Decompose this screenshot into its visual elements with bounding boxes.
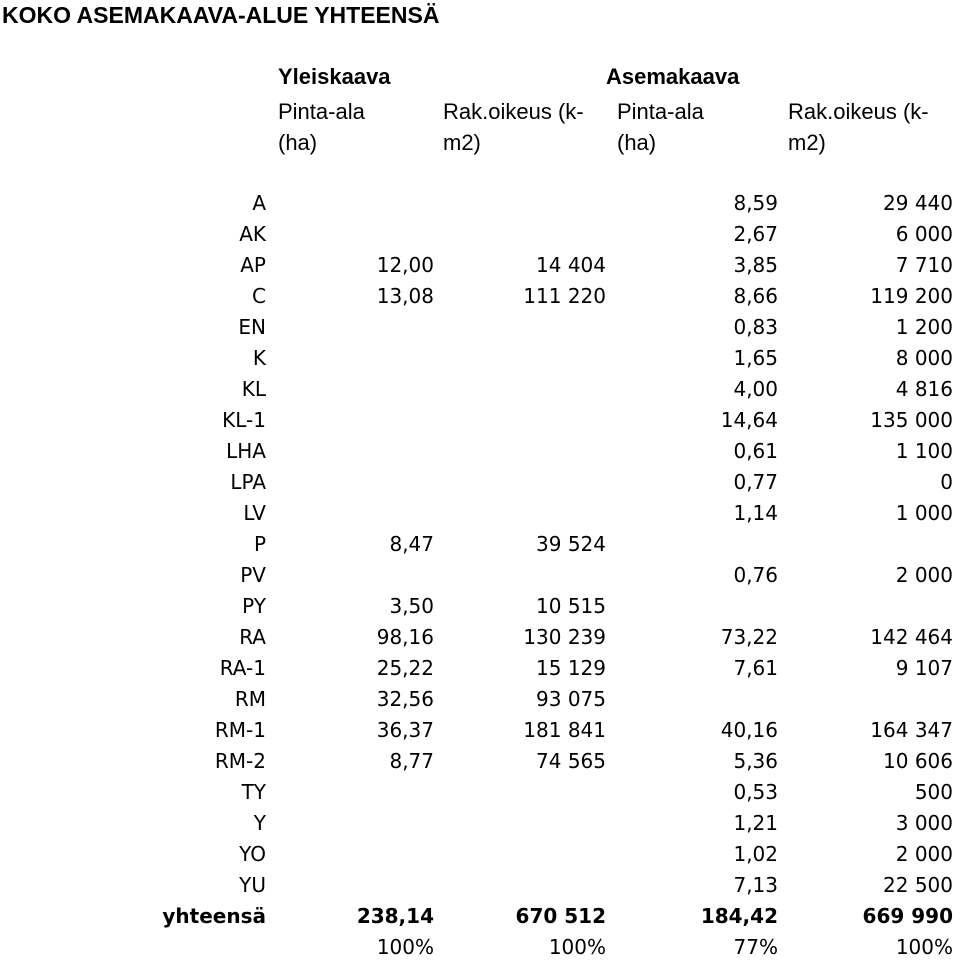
table-row: [0, 281, 960, 312]
yleiskaava-rights-cell: 10 515: [536, 594, 606, 618]
column-header-line: Rak.oikeus (k-: [788, 99, 929, 124]
row-code: PY: [242, 594, 266, 618]
yleiskaava-area-cell: 13,08: [376, 284, 434, 308]
asemakaava-rights-cell: 2 000: [895, 842, 953, 866]
row-code: Y: [253, 811, 266, 835]
row-code: AP: [240, 253, 266, 277]
yleiskaava-area-cell: 238,14: [356, 904, 434, 928]
asemakaava-rights-cell: 8 000: [895, 346, 953, 370]
asemakaava-rights-cell: 2 000: [895, 563, 953, 587]
row-code: RM-2: [214, 749, 266, 773]
yleiskaava-area-cell: 8,47: [389, 532, 434, 556]
asemakaava-area-cell: 0,53: [733, 780, 778, 804]
asemakaava-rights-cell: 119 200: [870, 284, 953, 308]
table-row: [0, 870, 960, 901]
asemakaava-rights-cell: 1 000: [895, 501, 953, 525]
column-header-asemakaava-rights: [788, 96, 958, 158]
asemakaava-area-cell: 1,65: [733, 346, 778, 370]
yleiskaava-area-cell: 100%: [376, 935, 434, 959]
table-row: [0, 467, 960, 498]
row-code: LHA: [226, 439, 266, 463]
table-row: [0, 839, 960, 870]
column-header-line: m2): [443, 130, 481, 155]
asemakaava-area-cell: 0,77: [733, 470, 778, 494]
asemakaava-rights-cell: 1 200: [895, 315, 953, 339]
yleiskaava-rights-cell: 670 512: [515, 904, 606, 928]
asemakaava-rights-cell: 135 000: [870, 408, 953, 432]
asemakaava-area-cell: 1,21: [733, 811, 778, 835]
table-row: [0, 622, 960, 653]
asemakaava-rights-cell: 500: [914, 780, 953, 804]
row-code: LPA: [230, 470, 266, 494]
table-row: [0, 684, 960, 715]
yleiskaava-rights-cell: 181 841: [523, 718, 606, 742]
total-row: [0, 901, 960, 932]
asemakaava-rights-cell: 669 990: [862, 904, 953, 928]
asemakaava-rights-cell: 4 816: [895, 377, 953, 401]
asemakaava-area-cell: 14,64: [720, 408, 778, 432]
row-code: KL-1: [222, 408, 266, 432]
yleiskaava-rights-cell: 111 220: [523, 284, 606, 308]
yleiskaava-area-cell: 98,16: [376, 625, 434, 649]
row-code: YO: [239, 842, 266, 866]
table-row: [0, 653, 960, 684]
asemakaava-area-cell: 7,13: [733, 873, 778, 897]
percent-row: [0, 932, 960, 963]
yleiskaava-area-cell: 12,00: [376, 253, 434, 277]
yleiskaava-area-cell: 3,50: [389, 594, 434, 618]
data-table: [0, 188, 960, 963]
table-row: [0, 250, 960, 281]
asemakaava-rights-cell: 6 000: [895, 222, 953, 246]
asemakaava-rights-cell: 0: [940, 470, 953, 494]
asemakaava-area-cell: 0,83: [733, 315, 778, 339]
table-row: [0, 529, 960, 560]
table-row: [0, 498, 960, 529]
yleiskaava-rights-cell: 14 404: [536, 253, 606, 277]
row-code: PV: [240, 563, 266, 587]
asemakaava-area-cell: 2,67: [733, 222, 778, 246]
yleiskaava-rights-cell: 15 129: [536, 656, 606, 680]
asemakaava-area-cell: 4,00: [733, 377, 778, 401]
asemakaava-area-cell: 3,85: [733, 253, 778, 277]
row-code: KL: [241, 377, 266, 401]
asemakaava-area-cell: 77%: [733, 935, 778, 959]
row-code: YU: [239, 873, 266, 897]
yleiskaava-rights-cell: 100%: [548, 935, 606, 959]
row-code: P: [253, 532, 266, 556]
asemakaava-area-cell: 8,66: [733, 284, 778, 308]
table-row: [0, 219, 960, 250]
table-row: [0, 374, 960, 405]
asemakaava-rights-cell: 22 500: [883, 873, 953, 897]
asemakaava-rights-cell: 100%: [895, 935, 953, 959]
row-code: EN: [238, 315, 266, 339]
row-code: TY: [241, 780, 266, 804]
row-code: RM-1: [214, 718, 266, 742]
column-header-yleiskaava-area: [278, 96, 438, 158]
row-code: A: [252, 191, 266, 215]
row-code: RA-1: [219, 656, 266, 680]
table-row: [0, 436, 960, 467]
asemakaava-area-cell: 0,76: [733, 563, 778, 587]
table-row: [0, 405, 960, 436]
column-header-line: Rak.oikeus (k-: [443, 99, 584, 124]
page-title: KOKO ASEMAKAAVA-ALUE YHTEENSÄ: [2, 2, 440, 28]
table-row: [0, 312, 960, 343]
row-code: C: [252, 284, 266, 308]
table-row: [0, 188, 960, 219]
asemakaava-area-cell: 1,14: [733, 501, 778, 525]
table-row: [0, 591, 960, 622]
asemakaava-rights-cell: 142 464: [870, 625, 953, 649]
row-code: yhteensä: [162, 904, 266, 928]
group-header-asemakaava: Asemakaava: [606, 64, 740, 89]
yleiskaava-area-cell: 36,37: [376, 718, 434, 742]
yleiskaava-area-cell: 32,56: [376, 687, 434, 711]
group-header-yleiskaava: Yleiskaava: [278, 64, 391, 89]
column-header-line: (ha): [278, 130, 318, 155]
column-header-asemakaava-area: [617, 96, 783, 158]
asemakaava-rights-cell: 164 347: [870, 718, 953, 742]
asemakaava-rights-cell: 29 440: [883, 191, 953, 215]
asemakaava-rights-cell: 3 000: [895, 811, 953, 835]
asemakaava-area-cell: 184,42: [700, 904, 778, 928]
asemakaava-rights-cell: 9 107: [895, 656, 953, 680]
row-code: RM: [234, 687, 266, 711]
asemakaava-area-cell: 0,61: [733, 439, 778, 463]
table-row: [0, 715, 960, 746]
yleiskaava-rights-cell: 93 075: [536, 687, 606, 711]
table-row: [0, 560, 960, 591]
table-row: [0, 343, 960, 374]
yleiskaava-rights-cell: 74 565: [536, 749, 606, 773]
yleiskaava-rights-cell: 39 524: [536, 532, 606, 556]
column-header-line: m2): [788, 130, 826, 155]
column-header-yleiskaava-rights: [443, 96, 611, 158]
column-header-line: (ha): [617, 130, 657, 155]
column-header-line: Pinta-ala: [278, 99, 365, 124]
asemakaava-rights-cell: 10 606: [883, 749, 953, 773]
yleiskaava-area-cell: 25,22: [376, 656, 434, 680]
row-code: LV: [243, 501, 266, 525]
asemakaava-rights-cell: 7 710: [895, 253, 953, 277]
asemakaava-area-cell: 1,02: [733, 842, 778, 866]
asemakaava-area-cell: 8,59: [733, 191, 778, 215]
yleiskaava-area-cell: 8,77: [389, 749, 434, 773]
asemakaava-area-cell: 40,16: [720, 718, 778, 742]
asemakaava-rights-cell: 1 100: [895, 439, 953, 463]
asemakaava-area-cell: 5,36: [733, 749, 778, 773]
table-row: [0, 746, 960, 777]
row-code: RA: [239, 625, 266, 649]
row-code: K: [252, 346, 266, 370]
asemakaava-area-cell: 73,22: [720, 625, 778, 649]
row-code: AK: [239, 222, 266, 246]
yleiskaava-rights-cell: 130 239: [523, 625, 606, 649]
table-row: [0, 808, 960, 839]
table-row: [0, 777, 960, 808]
asemakaava-area-cell: 7,61: [733, 656, 778, 680]
column-header-line: Pinta-ala: [617, 99, 704, 124]
